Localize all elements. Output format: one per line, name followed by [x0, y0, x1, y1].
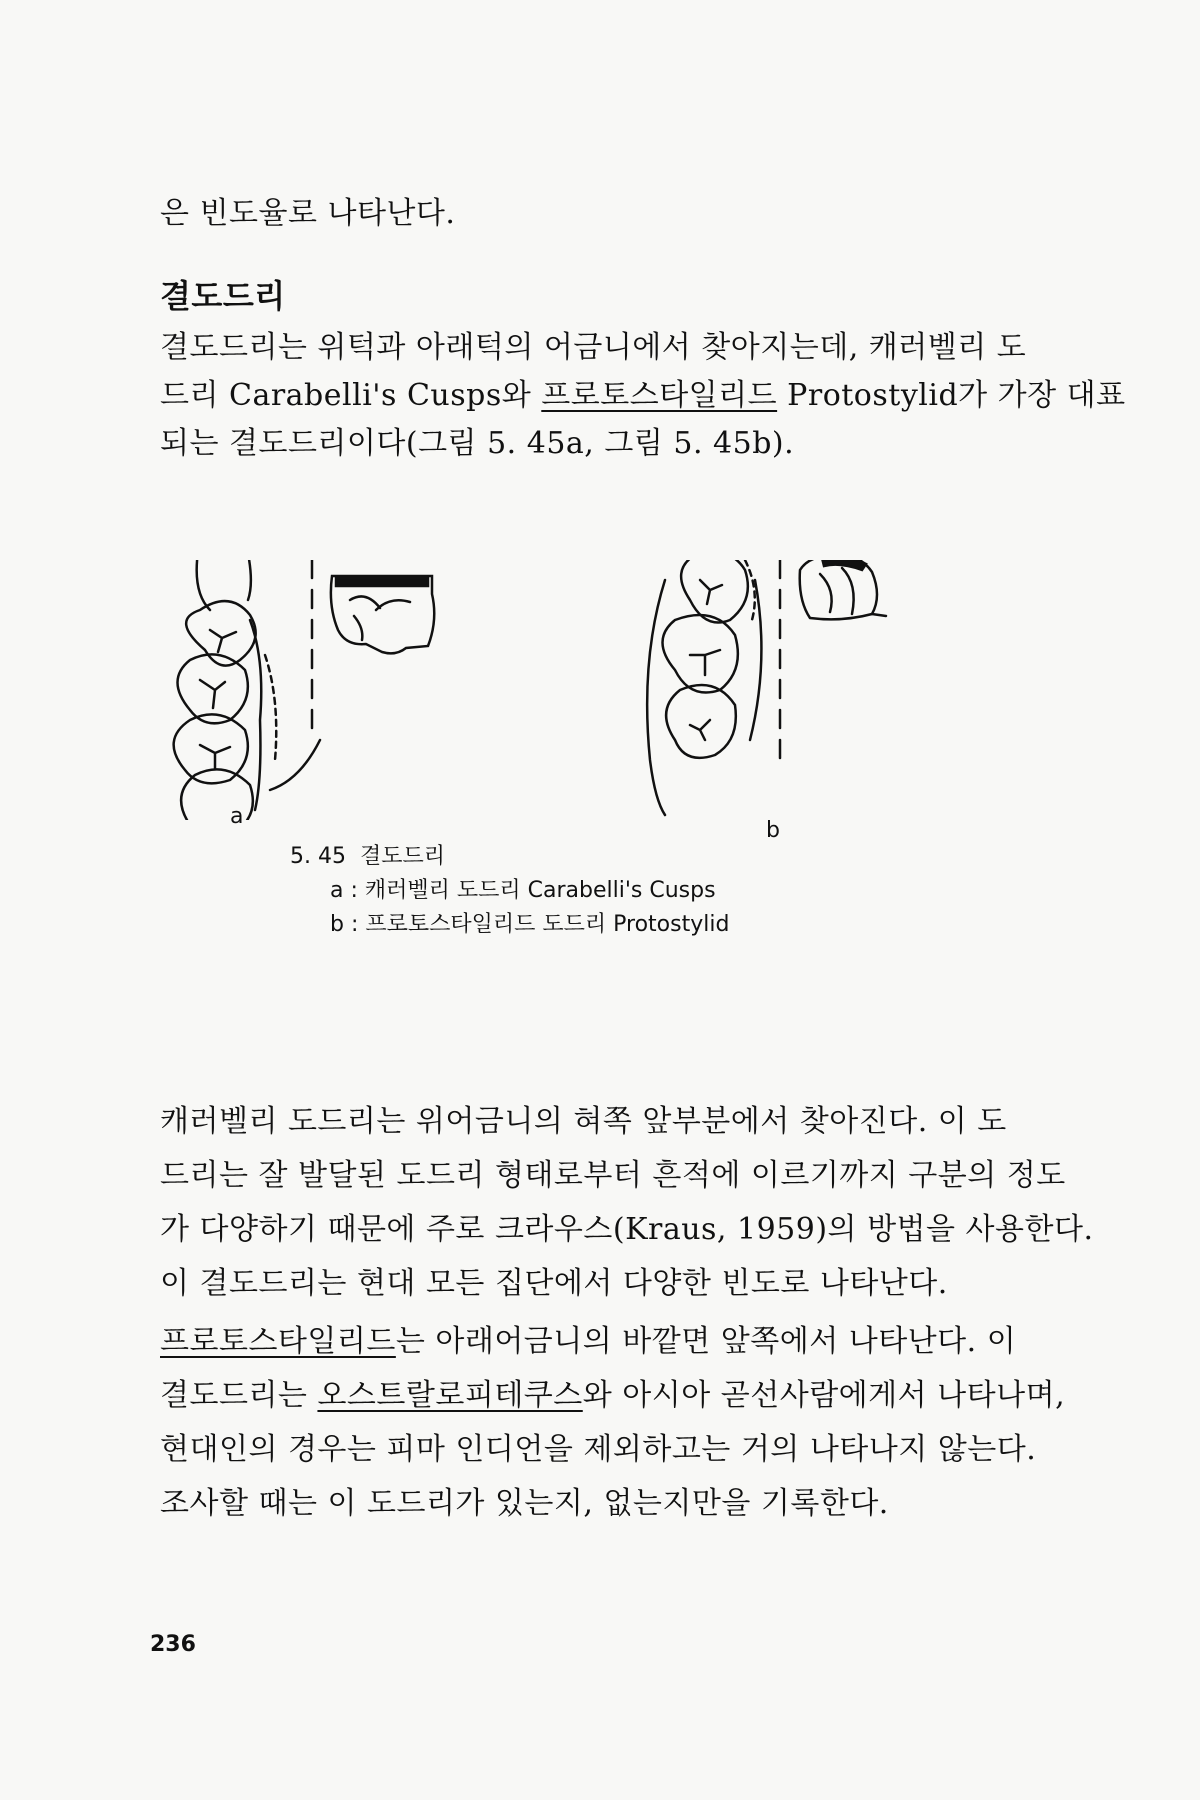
paragraph-line: 현대인의 경우는 피마 인디언을 제외하고는 거의 나타나지 않는다.	[160, 1432, 1037, 1467]
paragraph-line: 결도드리는 위턱과 아래턱의 어금니에서 찾아지는데, 캐러벨리 도	[160, 330, 1027, 365]
paragraph-line: 조사할 때는 이 도드리가 있는지, 없는지만을 기록한다.	[160, 1486, 889, 1521]
text-span: 드리 Carabelli's Cusps와	[160, 378, 542, 413]
intro-line: 은 빈도율로 나타난다.	[160, 196, 456, 231]
text-span: 결도드리는	[160, 1378, 318, 1413]
paragraph-line: 이 결도드리는 현대 모든 집단에서 다양한 빈도로 나타난다.	[160, 1266, 948, 1301]
underlined-term: 프로토스타일리드	[541, 378, 778, 413]
paragraph-line	[160, 1372, 1066, 1420]
underlined-term: 오스트랄로피테쿠스	[317, 1378, 583, 1413]
figure-illustration	[170, 560, 1050, 820]
paragraph-line: 가 다양하기 때문에 주로 크라우스(Kraus, 1959)의 방법을 사용한다.	[160, 1212, 1094, 1247]
figure-label-b: b	[766, 818, 780, 843]
paragraph-line: 되는 결도드리이다(그림 5. 45a, 그림 5. 45b).	[160, 426, 795, 461]
lower-molars-drawing	[647, 560, 761, 815]
figure-5-45	[170, 560, 1050, 960]
figure-label-a: a	[230, 804, 244, 829]
figure-caption-title: 결도드리	[360, 844, 446, 869]
figure-caption-b: b : 프로토스타일리드 도드리 Protostylid	[330, 912, 730, 937]
paragraph-line: 캐러벨리 도드리는 위어금니의 혀쪽 앞부분에서 찾아진다. 이 도	[160, 1104, 1007, 1139]
figure-caption-number: 5. 45	[290, 844, 346, 869]
paragraph-line: 드리는 잘 발달된 도드리 형태로부터 흔적에 이르기까지 구분의 정도	[160, 1158, 1066, 1193]
page-number: 236	[150, 1632, 196, 1657]
text-span: Protostylid가 가장 대표	[777, 378, 1126, 413]
text-span: 와 아시아 곧선사람에게서 나타나며,	[582, 1378, 1066, 1413]
molar-lateral-drawing-b	[800, 560, 886, 619]
molar-lateral-drawing-a	[331, 576, 434, 653]
figure-caption-a: a : 캐러벨리 도드리 Carabelli's Cusps	[330, 878, 716, 903]
paragraph-line	[160, 372, 1126, 420]
section-heading: 결도드리	[160, 277, 286, 315]
text-span: 는 아래어금니의 바깥면 앞쪽에서 나타난다. 이	[395, 1324, 1017, 1359]
upper-molars-drawing	[174, 560, 320, 820]
underlined-term: 프로토스타일리드	[160, 1324, 396, 1359]
paragraph-line	[160, 1318, 1060, 1366]
